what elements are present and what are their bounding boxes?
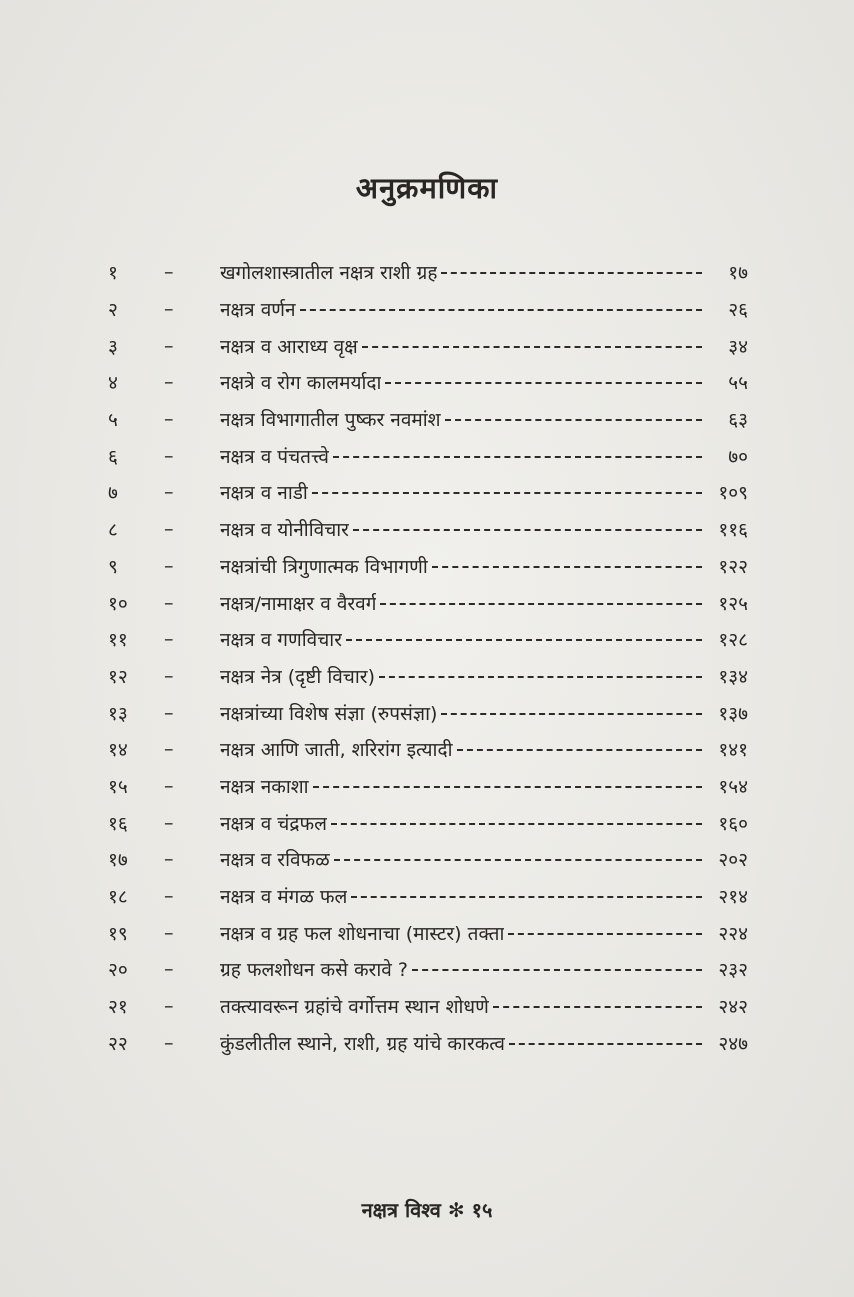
entry-separator: – (164, 371, 174, 394)
entry-title: नक्षत्र व योनीविचार (220, 519, 349, 542)
dot-leader (346, 639, 702, 641)
toc-row[interactable] (108, 474, 748, 511)
entry-title: नक्षत्र वर्णन (220, 299, 296, 322)
entry-title: नक्षत्र व मंगळ फल (220, 886, 348, 909)
entry-page-number: १३७ (718, 702, 748, 725)
dot-leader (351, 896, 702, 898)
entry-separator: – (164, 995, 174, 1018)
entry-number: १६ (108, 812, 128, 835)
entry-title: कुंडलीतील स्थाने, राशी, ग्रह यांचे कारकत्व (220, 1032, 505, 1055)
entry-separator: – (164, 518, 174, 541)
dot-leader (493, 1006, 702, 1008)
entry-title: नक्षत्र नकाशा (220, 775, 309, 798)
entry-page-number: ११६ (718, 519, 748, 542)
toc-row[interactable] (108, 584, 748, 621)
dot-leader (432, 566, 702, 568)
entry-number: १ (108, 262, 118, 285)
entry-number: ३ (108, 335, 118, 358)
entry-number: २२ (108, 1032, 128, 1055)
entry-number: ४ (108, 372, 118, 395)
toc-row[interactable] (108, 694, 748, 731)
toc-row[interactable] (108, 658, 748, 695)
entry-separator: – (164, 554, 174, 577)
entry-separator: – (164, 848, 174, 871)
dot-leader (457, 749, 703, 751)
dot-leader (380, 603, 702, 605)
toc-row[interactable] (108, 327, 748, 364)
dot-leader (333, 456, 702, 458)
entry-page-number: १२२ (718, 555, 748, 578)
entry-separator: – (164, 591, 174, 614)
entry-separator: – (164, 701, 174, 724)
entry-page-number: १२८ (718, 629, 748, 652)
entry-number: २१ (108, 996, 128, 1019)
table-of-contents (108, 254, 748, 1061)
entry-page-number: २६ (728, 299, 748, 322)
toc-row[interactable] (108, 621, 748, 658)
entry-number: १८ (108, 886, 128, 909)
toc-row[interactable] (108, 1024, 748, 1061)
dot-leader (385, 382, 702, 384)
entry-separator: – (164, 408, 174, 431)
toc-row[interactable] (108, 914, 748, 951)
entry-page-number: १५४ (718, 775, 748, 798)
toc-row[interactable] (108, 988, 748, 1025)
entry-number: ८ (108, 519, 118, 542)
entry-page-number: २४७ (718, 1032, 748, 1055)
entry-page-number: २१४ (718, 886, 748, 909)
entry-page-number: २३२ (718, 959, 748, 982)
toc-row[interactable] (108, 841, 748, 878)
entry-number: १२ (108, 665, 128, 688)
entry-separator: – (164, 628, 174, 651)
entry-separator: – (164, 481, 174, 504)
toc-row[interactable] (108, 254, 748, 291)
toc-row[interactable] (108, 548, 748, 585)
entry-separator: – (164, 334, 174, 357)
toc-row[interactable] (108, 437, 748, 474)
entry-number: २ (108, 299, 118, 322)
entry-separator: – (164, 885, 174, 908)
entry-title: नक्षत्रांची त्रिगुणात्मक विभागणी (220, 555, 428, 578)
entry-title: तक्त्यावरून ग्रहांचे वर्गोत्तम स्थान शोधणे (220, 996, 489, 1019)
entry-separator: – (164, 664, 174, 687)
entry-title: नक्षत्र विभागातील पुष्कर नवमांश (220, 409, 441, 432)
dot-leader (312, 492, 702, 494)
dot-leader (441, 713, 702, 715)
entry-page-number: ६३ (728, 409, 748, 432)
entry-number: १० (108, 592, 128, 615)
dot-leader (441, 272, 702, 274)
dot-leader (353, 529, 702, 531)
dot-leader (379, 676, 702, 678)
entry-page-number: ३४ (728, 335, 748, 358)
entry-number: ११ (108, 629, 128, 652)
toc-row[interactable] (108, 951, 748, 988)
entry-page-number: १२५ (718, 592, 748, 615)
toc-row[interactable] (108, 291, 748, 328)
entry-number: १५ (108, 775, 128, 798)
entry-number: १३ (108, 702, 128, 725)
entry-separator: – (164, 921, 174, 944)
entry-title: नक्षत्रे व रोग कालमर्यादा (220, 372, 382, 395)
entry-separator: – (164, 958, 174, 981)
entry-separator: – (164, 1031, 174, 1054)
entry-number: १७ (108, 849, 128, 872)
entry-number: २० (108, 959, 128, 982)
entry-separator: – (164, 811, 174, 834)
entry-separator: – (164, 298, 174, 321)
entry-separator: – (164, 261, 174, 284)
dot-leader (412, 969, 702, 971)
dot-leader (445, 419, 702, 421)
entry-title: नक्षत्र व रविफळ (220, 849, 330, 872)
entry-page-number: ७० (728, 445, 748, 468)
entry-number: १९ (108, 922, 128, 945)
toc-row[interactable] (108, 511, 748, 548)
entry-page-number: १४१ (718, 739, 748, 762)
entry-page-number: ५५ (728, 372, 748, 395)
entry-title: नक्षत्र व नाडी (220, 482, 308, 505)
entry-page-number: १७ (728, 262, 748, 285)
toc-row[interactable] (108, 401, 748, 438)
entry-title: नक्षत्र व ग्रह फल शोधनाचा (मास्टर) तक्ता (220, 922, 505, 945)
dot-leader (300, 309, 702, 311)
page-heading: अनुक्रमणिका (355, 171, 499, 205)
toc-row[interactable] (108, 768, 748, 805)
page-footer: नक्षत्र विश्व ✻ १५ (361, 1198, 493, 1222)
toc-row[interactable] (108, 878, 748, 915)
entry-number: ९ (108, 555, 118, 578)
dot-leader (334, 859, 702, 861)
entry-number: ७ (108, 482, 118, 505)
entry-separator: – (164, 444, 174, 467)
dot-leader (508, 933, 702, 935)
toc-row[interactable] (108, 804, 748, 841)
entry-separator: – (164, 738, 174, 761)
entry-page-number: १६० (718, 812, 748, 835)
toc-row[interactable] (108, 364, 748, 401)
toc-row[interactable] (108, 731, 748, 768)
dot-leader (362, 346, 702, 348)
entry-page-number: २४२ (718, 996, 748, 1019)
entry-title: नक्षत्र व आराध्य वृक्ष (220, 335, 358, 358)
entry-title: नक्षत्र नेत्र (दृष्टी विचार) (220, 665, 375, 688)
entry-title: ग्रह फलशोधन कसे करावे ? (220, 959, 408, 982)
entry-title: नक्षत्र व चंद्रफल (220, 812, 327, 835)
entry-separator: – (164, 774, 174, 797)
entry-page-number: २०२ (718, 849, 748, 872)
entry-title: खगोलशास्त्रातील नक्षत्र राशी ग्रह (220, 262, 438, 285)
entry-page-number: १३४ (718, 665, 748, 688)
entry-number: ६ (108, 445, 118, 468)
dot-leader (313, 786, 702, 788)
entry-number: १४ (108, 739, 128, 762)
entry-title: नक्षत्र व पंचतत्त्वे (220, 445, 329, 468)
entry-title: नक्षत्रांच्या विशेष संज्ञा (रुपसंज्ञा) (220, 702, 438, 725)
entry-title: नक्षत्र व गणविचार (220, 629, 342, 652)
entry-title: नक्षत्र/नामाक्षर व वैरवर्ग (220, 592, 377, 615)
entry-title: नक्षत्र आणि जाती, शरिरांग इत्यादी (220, 739, 453, 762)
dot-leader (331, 823, 702, 825)
entry-number: ५ (108, 409, 118, 432)
entry-page-number: २२४ (718, 922, 748, 945)
entry-page-number: १०९ (718, 482, 748, 505)
dot-leader (509, 1043, 702, 1045)
